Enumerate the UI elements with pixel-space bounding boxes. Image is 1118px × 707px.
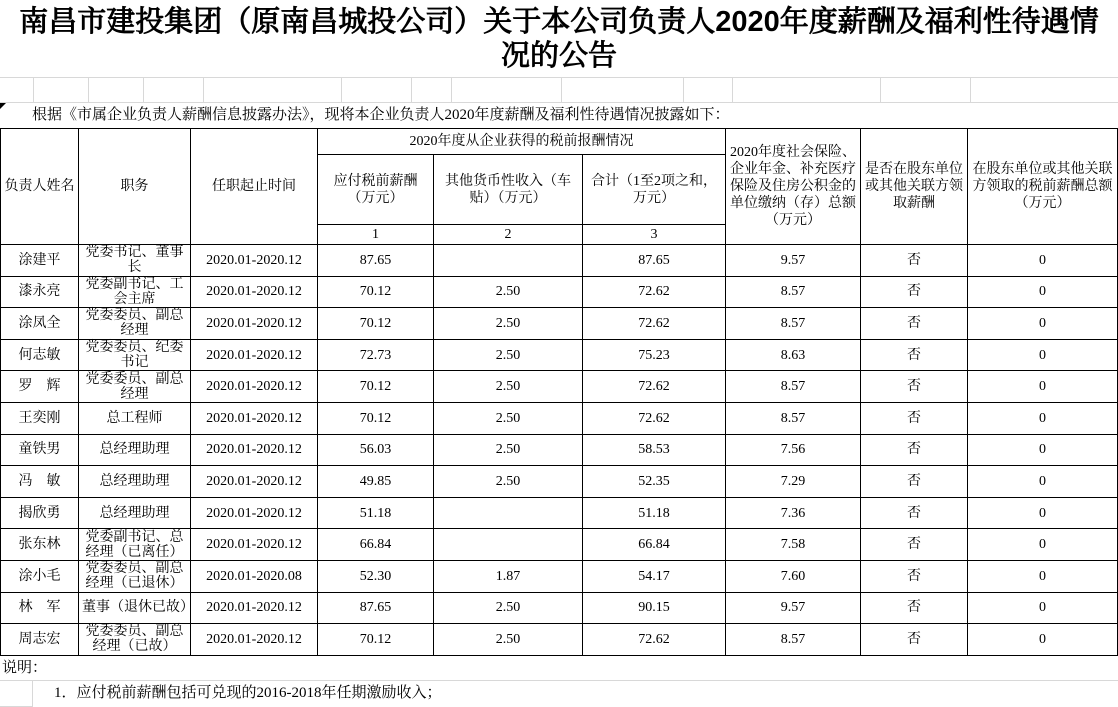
cell-related-party-total: 0: [968, 308, 1118, 340]
intro-text: 根据《市属企业负责人薪酬信息披露办法》，现将本企业负责人2020年度薪酬及福利性待遇情况披露如下：: [32, 107, 730, 123]
cell-other-income: 2.50: [434, 276, 583, 308]
cell-total: 51.18: [583, 497, 726, 529]
grid-line: [143, 78, 144, 102]
cell-social-insurance: 7.56: [726, 434, 861, 466]
table-row: [1, 592, 1118, 624]
cell-other-income: 1.87: [434, 560, 583, 592]
cell-name: 王奕刚: [1, 402, 79, 434]
grid-line: [732, 78, 733, 102]
spreadsheet-grid-band: [0, 77, 1118, 103]
table-row: [1, 497, 1118, 529]
cell-total: 52.35: [583, 466, 726, 498]
cell-social-insurance: 7.29: [726, 466, 861, 498]
cell-other-income: 2.50: [434, 434, 583, 466]
cell-social-insurance: 7.58: [726, 529, 861, 561]
cell-name: 张东林: [1, 529, 79, 561]
cell-total: 72.62: [583, 308, 726, 340]
grid-line: [683, 78, 684, 102]
cell-social-insurance: 8.57: [726, 371, 861, 403]
cell-term: 2020.01-2020.12: [191, 529, 318, 561]
header-social-insurance: 2020年度社会保险、企业年金、补充医疗保险及住房公积金的单位缴纳（存）总额（万元）: [726, 129, 861, 245]
table-row: [1, 466, 1118, 498]
header-col-number-3: 3: [583, 225, 726, 245]
cell-pretax-salary: 87.65: [318, 592, 434, 624]
cell-related-party-total: 0: [968, 624, 1118, 656]
cell-related-party-pay: 否: [861, 276, 968, 308]
cell-name: 涂建平: [1, 245, 79, 277]
cell-term: 2020.01-2020.08: [191, 560, 318, 592]
header-col-number-1: 1: [318, 225, 434, 245]
cell-related-party-total: 0: [968, 497, 1118, 529]
cell-name: 林 军: [1, 592, 79, 624]
cell-social-insurance: 8.57: [726, 276, 861, 308]
cell-term: 2020.01-2020.12: [191, 308, 318, 340]
cell-related-party-pay: 否: [861, 434, 968, 466]
cell-related-party-total: 0: [968, 339, 1118, 371]
cell-pretax-salary: 52.30: [318, 560, 434, 592]
header-pretax-salary: 应付税前薪酬（万元）: [318, 155, 434, 225]
cell-position: 党委委员、副总经理（已故）: [79, 624, 191, 656]
cell-related-party-pay: 否: [861, 624, 968, 656]
cell-other-income: 2.50: [434, 624, 583, 656]
cell-position: 党委书记、董事长: [79, 245, 191, 277]
header-compensation-group: 2020年度从企业获得的税前报酬情况: [318, 129, 726, 155]
cell-position: 总经理助理: [79, 434, 191, 466]
cell-total: 66.84: [583, 529, 726, 561]
cell-other-income: 2.50: [434, 339, 583, 371]
cell-position: 总经理助理: [79, 497, 191, 529]
cell-social-insurance: 8.57: [726, 402, 861, 434]
cell-other-income: 2.50: [434, 592, 583, 624]
cell-name: 罗 辉: [1, 371, 79, 403]
cell-related-party-pay: 否: [861, 466, 968, 498]
header-related-party-total: 在股东单位或其他关联方领取的税前薪酬总额（万元）: [968, 129, 1118, 245]
cell-position: 董事（退休已故）: [79, 592, 191, 624]
cell-pretax-salary: 66.84: [318, 529, 434, 561]
cell-related-party-pay: 否: [861, 339, 968, 371]
cell-total: 58.53: [583, 434, 726, 466]
cell-term: 2020.01-2020.12: [191, 245, 318, 277]
cell-social-insurance: 8.57: [726, 624, 861, 656]
note-text: 1．应付税前薪酬包括可兑现的2016-2018年任期激励收入；: [54, 684, 442, 701]
cell-position: 党委副书记、总经理（已离任）: [79, 529, 191, 561]
cell-social-insurance: 8.63: [726, 339, 861, 371]
header-name: 负责人姓名: [1, 129, 79, 245]
cell-name: 揭欣勇: [1, 497, 79, 529]
cell-term: 2020.01-2020.12: [191, 339, 318, 371]
grid-line: [970, 78, 971, 102]
cell-position: 党委委员、副总经理（已退休）: [79, 560, 191, 592]
cell-name: 漆永亮: [1, 276, 79, 308]
cell-pretax-salary: 72.73: [318, 339, 434, 371]
page-title: 南昌市建投集团（原南昌城投公司）关于本公司负责人2020年度薪酬及福利性待遇情况的公告: [19, 6, 1099, 72]
cell-related-party-total: 0: [968, 371, 1118, 403]
header-total-sum: 合计（1至2项之和，万元）: [583, 155, 726, 225]
grid-line: [411, 78, 412, 102]
cell-pretax-salary: 56.03: [318, 434, 434, 466]
grid-line: [451, 78, 452, 102]
cell-related-party-total: 0: [968, 592, 1118, 624]
grid-line: [880, 78, 881, 102]
cell-pretax-salary: 51.18: [318, 497, 434, 529]
cell-related-party-pay: 否: [861, 497, 968, 529]
cell-related-party-total: 0: [968, 434, 1118, 466]
cell-related-party-pay: 否: [861, 402, 968, 434]
cell-pretax-salary: 70.12: [318, 276, 434, 308]
note-row: [0, 681, 1118, 707]
cell-related-party-total: 0: [968, 276, 1118, 308]
cell-other-income: [434, 497, 583, 529]
cell-term: 2020.01-2020.12: [191, 592, 318, 624]
header-position: 职务: [79, 129, 191, 245]
cell-pretax-salary: 49.85: [318, 466, 434, 498]
cell-position: 总工程师: [79, 402, 191, 434]
cell-term: 2020.01-2020.12: [191, 624, 318, 656]
grid-line: [561, 78, 562, 102]
table-body: [1, 245, 1118, 656]
cell-position: 党委副书记、工会主席: [79, 276, 191, 308]
cell-total: 72.62: [583, 624, 726, 656]
cell-related-party-pay: 否: [861, 245, 968, 277]
cell-position: 党委委员、副总经理: [79, 371, 191, 403]
cell-social-insurance: 7.36: [726, 497, 861, 529]
cell-related-party-pay: 否: [861, 308, 968, 340]
header-term: 任职起止时间: [191, 129, 318, 245]
cell-other-income: [434, 529, 583, 561]
cell-other-income: 2.50: [434, 308, 583, 340]
cell-name: 童铁男: [1, 434, 79, 466]
header-col-number-2: 2: [434, 225, 583, 245]
corner-marker-icon: [0, 103, 6, 109]
cell-other-income: 2.50: [434, 371, 583, 403]
cell-pretax-salary: 87.65: [318, 245, 434, 277]
cell-total: 72.62: [583, 402, 726, 434]
table-row: [1, 339, 1118, 371]
grid-line: [88, 78, 89, 102]
cell-pretax-salary: 70.12: [318, 624, 434, 656]
cell-other-income: 2.50: [434, 402, 583, 434]
table-row: [1, 245, 1118, 277]
grid-line: [341, 78, 342, 102]
cell-name: 冯 敏: [1, 466, 79, 498]
cell-term: 2020.01-2020.12: [191, 466, 318, 498]
cell-related-party-pay: 否: [861, 371, 968, 403]
cell-social-insurance: 8.57: [726, 308, 861, 340]
cell-pretax-salary: 70.12: [318, 308, 434, 340]
cell-total: 90.15: [583, 592, 726, 624]
cell-name: 周志宏: [1, 624, 79, 656]
cell-related-party-total: 0: [968, 402, 1118, 434]
cell-total: 54.17: [583, 560, 726, 592]
table-row: [1, 276, 1118, 308]
cell-related-party-pay: 否: [861, 592, 968, 624]
table-header: [1, 129, 1118, 245]
cell-related-party-pay: 否: [861, 529, 968, 561]
cell-pretax-salary: 70.12: [318, 402, 434, 434]
cell-pretax-salary: 70.12: [318, 371, 434, 403]
cell-related-party-total: 0: [968, 466, 1118, 498]
grid-line: [203, 78, 204, 102]
table-row: [1, 434, 1118, 466]
table-row: [1, 624, 1118, 656]
cell-position: 党委委员、副总经理: [79, 308, 191, 340]
table-row: [1, 560, 1118, 592]
note-stub-cell: [0, 681, 33, 707]
cell-social-insurance: 9.57: [726, 245, 861, 277]
cell-name: 涂凤全: [1, 308, 79, 340]
intro-row: [0, 103, 1118, 128]
salary-table: [0, 128, 1118, 656]
cell-name: 涂小毛: [1, 560, 79, 592]
cell-other-income: [434, 245, 583, 277]
cell-term: 2020.01-2020.12: [191, 276, 318, 308]
cell-position: 总经理助理: [79, 466, 191, 498]
table-row: [1, 308, 1118, 340]
cell-total: 72.62: [583, 276, 726, 308]
cell-related-party-total: 0: [968, 560, 1118, 592]
cell-position: 党委委员、纪委书记: [79, 339, 191, 371]
grid-line: [33, 78, 34, 102]
cell-related-party-total: 0: [968, 529, 1118, 561]
cell-social-insurance: 9.57: [726, 592, 861, 624]
cell-term: 2020.01-2020.12: [191, 371, 318, 403]
cell-total: 75.23: [583, 339, 726, 371]
cell-related-party-pay: 否: [861, 560, 968, 592]
cell-term: 2020.01-2020.12: [191, 434, 318, 466]
cell-total: 87.65: [583, 245, 726, 277]
cell-social-insurance: 7.60: [726, 560, 861, 592]
table-row: [1, 371, 1118, 403]
header-related-party-pay: 是否在股东单位或其他关联方领取薪酬: [861, 129, 968, 245]
cell-name: 何志敏: [1, 339, 79, 371]
cell-term: 2020.01-2020.12: [191, 402, 318, 434]
cell-term: 2020.01-2020.12: [191, 497, 318, 529]
cell-total: 72.62: [583, 371, 726, 403]
table-row: [1, 529, 1118, 561]
header-other-income: 其他货币性收入（车贴）（万元）: [434, 155, 583, 225]
table-row: [1, 402, 1118, 434]
cell-other-income: 2.50: [434, 466, 583, 498]
cell-related-party-total: 0: [968, 245, 1118, 277]
notes-label: 说明：: [0, 656, 1118, 681]
